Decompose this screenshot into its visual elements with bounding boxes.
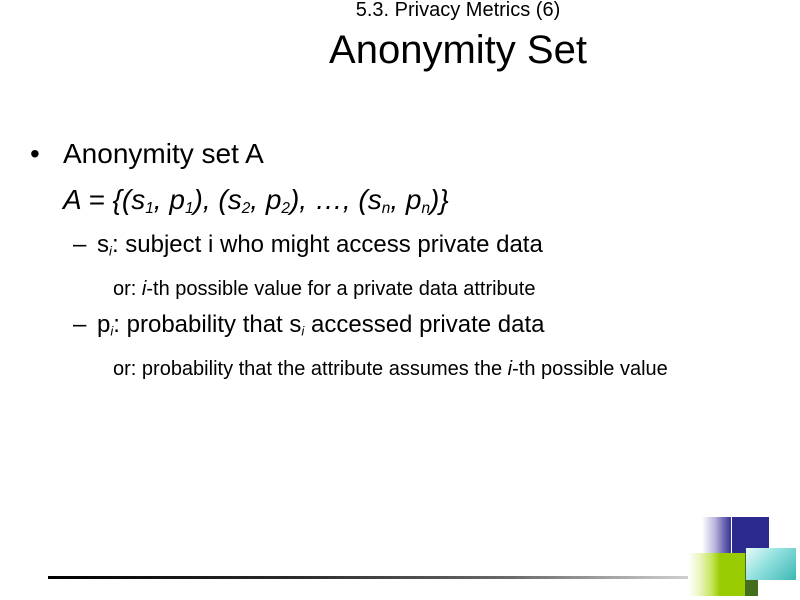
note-si-alternative: or: i-th possible value for a private data attribute	[113, 278, 536, 300]
decorative-block	[688, 553, 720, 596]
dash-icon: –	[73, 311, 87, 338]
sub-item-si: $s_i$: subject i who might access private data	[97, 231, 543, 259]
sub-item-pi: $p_i$: probability that $s_i$ accessed private data	[97, 311, 545, 339]
dash-icon: –	[73, 231, 87, 258]
bullet-text: Anonymity set A	[63, 138, 264, 169]
decorative-block	[746, 548, 796, 580]
anonymity-set-formula: $A = \{(s_1$, $p_1$), ($s_2$, $p_2$), …, ($s_n$, $p_n$)}	[63, 184, 449, 217]
decorative-block	[702, 517, 731, 553]
footer-divider	[48, 576, 760, 579]
note-pi-alternative: or: probability that the attribute assumes the i-th possible value	[113, 358, 668, 380]
slide-subtitle: 5.3. Privacy Metrics (6)	[355, 0, 561, 21]
bullet-icon: •	[30, 138, 40, 169]
slide-title: Anonymity Set	[329, 28, 587, 72]
